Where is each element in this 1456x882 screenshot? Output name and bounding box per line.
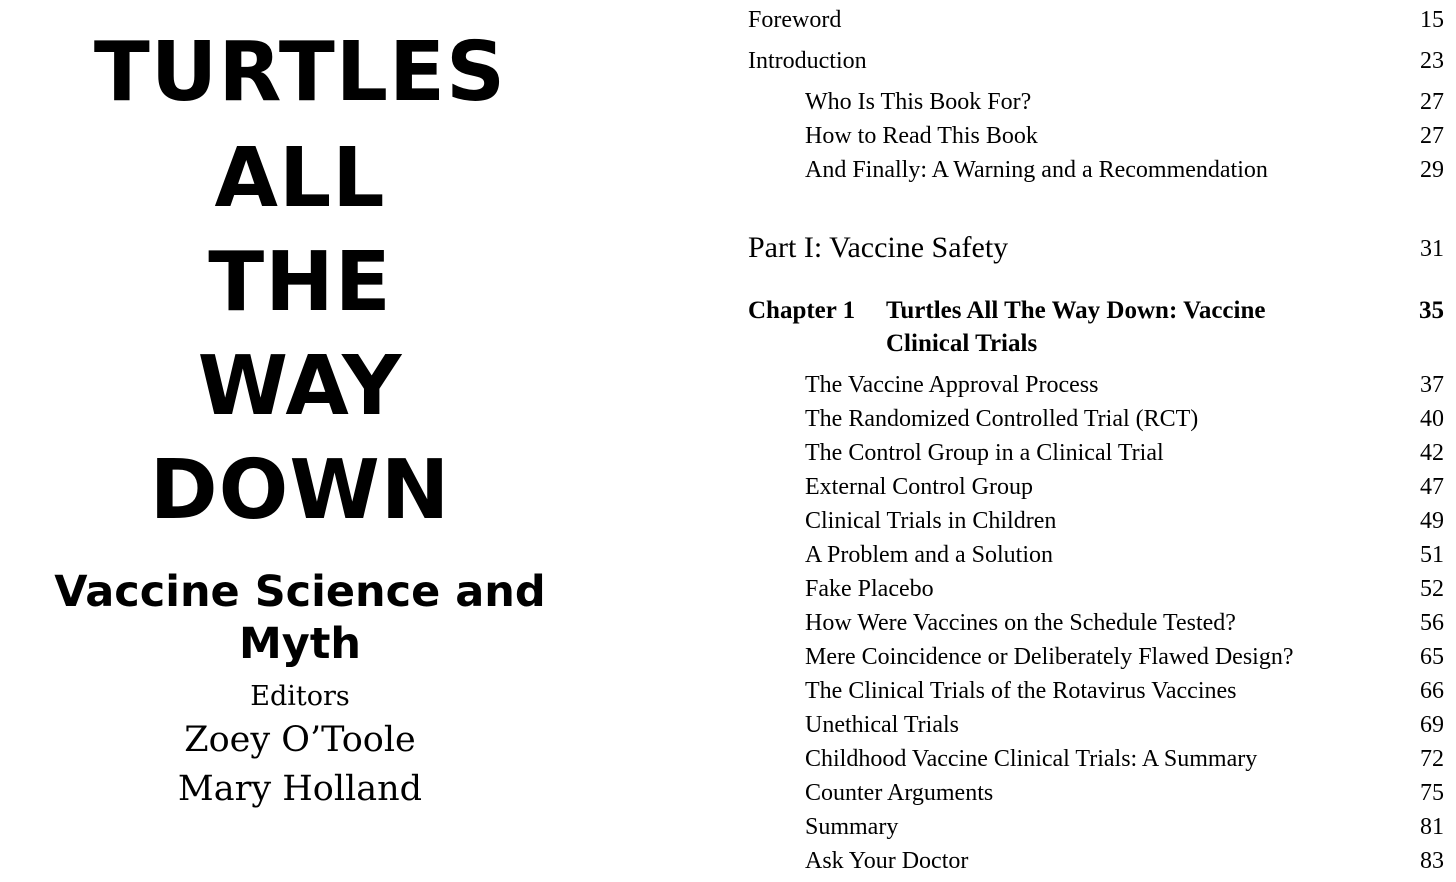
toc-entry-page: 47 xyxy=(1420,474,1444,500)
editor-name: Zoey O’Toole xyxy=(184,720,416,760)
editor-name: Mary Holland xyxy=(177,769,423,809)
toc-entry-page: 42 xyxy=(1420,440,1444,466)
toc-entry-label: Who Is This Book For? xyxy=(805,89,1032,115)
toc-entry-page: 37 xyxy=(1420,372,1444,398)
toc-entry-label: Summary xyxy=(805,814,899,840)
toc-chapter-number: Chapter 1 xyxy=(748,297,856,324)
toc-entry-label: Foreword xyxy=(748,7,842,33)
toc-entry-page: 35 xyxy=(1419,297,1444,324)
toc-entry-page: 65 xyxy=(1420,644,1444,670)
toc-entry-label: Clinical Trials in Children xyxy=(805,508,1057,534)
toc-entry-page: 75 xyxy=(1420,780,1444,806)
table-of-contents xyxy=(748,0,1444,882)
toc-entry-label: And Finally: A Warning and a Recommendation xyxy=(805,157,1268,183)
book-title-word: THE xyxy=(208,235,392,330)
toc-entry-page: 81 xyxy=(1420,814,1444,840)
toc-entry-label: Fake Placebo xyxy=(805,576,934,602)
toc-part-label: Part I: Vaccine Safety xyxy=(748,231,1009,264)
toc-entry-label: The Randomized Controlled Trial (RCT) xyxy=(805,406,1199,432)
toc-entry-page: 52 xyxy=(1420,576,1444,602)
toc-entry-label: How Were Vaccines on the Schedule Tested? xyxy=(805,610,1236,636)
toc-entry-label: The Clinical Trials of the Rotavirus Vaccines xyxy=(805,678,1237,704)
toc-entry-page: 56 xyxy=(1420,610,1444,636)
toc-entry-page: 23 xyxy=(1420,48,1444,74)
toc-entry-page: 83 xyxy=(1420,848,1444,874)
toc-entry-page: 27 xyxy=(1420,123,1444,149)
book-title-word: TURTLES xyxy=(93,25,507,120)
toc-entry-page: 69 xyxy=(1420,712,1444,738)
toc-entry-label: Ask Your Doctor xyxy=(805,848,969,874)
toc-entry-label: The Control Group in a Clinical Trial xyxy=(805,440,1164,466)
toc-entry-page: 31 xyxy=(1420,236,1444,262)
book-title-word: DOWN xyxy=(149,443,451,538)
toc-chapter-heading[interactable] xyxy=(748,294,1444,360)
book-title-word: ALL xyxy=(214,131,386,226)
toc-entry-label: Introduction xyxy=(748,48,867,74)
toc-entry-label: Counter Arguments xyxy=(805,780,994,806)
toc-entry-page: 49 xyxy=(1420,508,1444,534)
toc-entry-label: Mere Coincidence or Deliberately Flawed Design? xyxy=(805,644,1294,670)
toc-entry-page: 27 xyxy=(1420,89,1444,115)
editors-label: Editors xyxy=(250,681,350,712)
toc-entry-label: Childhood Vaccine Clinical Trials: A Summary xyxy=(805,746,1258,772)
toc-entry-page: 66 xyxy=(1420,678,1444,704)
toc-entry-page: 15 xyxy=(1420,7,1444,33)
book-title-word: WAY xyxy=(197,339,403,434)
toc-entry-label: How to Read This Book xyxy=(805,123,1038,149)
toc-entry-page: 29 xyxy=(1420,157,1444,183)
toc-entry-page: 40 xyxy=(1420,406,1444,432)
toc-entry-page: 51 xyxy=(1420,542,1444,568)
toc-chapter-title: Turtles All The Way Down: Vaccine Clinical Trials xyxy=(886,297,1266,357)
book-subtitle: Vaccine Science and Myth xyxy=(54,567,546,669)
toc-entry-label: The Vaccine Approval Process xyxy=(805,372,1099,398)
toc-entry-label: A Problem and a Solution xyxy=(805,542,1053,568)
toc-entry-label: Unethical Trials xyxy=(805,712,959,738)
toc-entry-page: 72 xyxy=(1420,746,1444,772)
toc-entry-label: External Control Group xyxy=(805,474,1033,500)
title-page xyxy=(0,0,600,882)
